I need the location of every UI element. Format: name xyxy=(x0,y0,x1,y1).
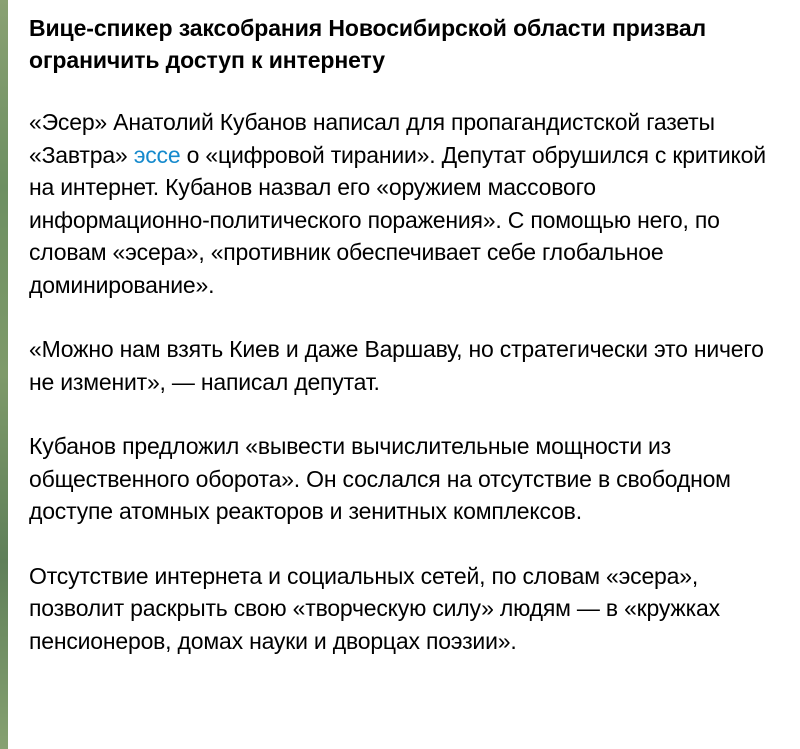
post-paragraph-1 xyxy=(29,106,782,301)
post-paragraph-4: Отсутствие интернета и социальных сетей, по словам «эсера», позволит раскрыть свою «творческую силу» людям — в «кружках пенсионеров, домах науки и дворцах поэзии». xyxy=(29,562,720,654)
paragraph-1-text-start: «Эсер» Анатолий Кубанов написал для пропагандистской газеты «Завтра» xyxy=(29,109,715,168)
post-paragraph-3: Кубанов предложил «вывести вычислительные мощности из общественного оборота». Он сослался на отсутствие в свободном доступе атомных реакторов и зенитных комплексов. xyxy=(29,433,731,524)
essay-link[interactable]: эссе xyxy=(133,141,181,168)
post-title: Вице-спикер заксобрания Новосибирской области призвал ограничить доступ к интернету xyxy=(29,15,707,73)
paragraph-1-text-end: о «цифровой тирании». Депутат обрушился с критикой на интернет. Кубанов назвал его «оружием массового информационно-политического поражения». С помощью него, по словам «эсера», «противник обеспечивает себе глобальное доминирование». xyxy=(29,141,766,298)
message-bubble xyxy=(8,0,800,749)
chat-wallpaper xyxy=(0,0,8,749)
post-paragraph-2: «Можно нам взять Киев и даже Варшаву, но стратегически это ничего не изменит», — написал депутат. xyxy=(29,336,764,395)
